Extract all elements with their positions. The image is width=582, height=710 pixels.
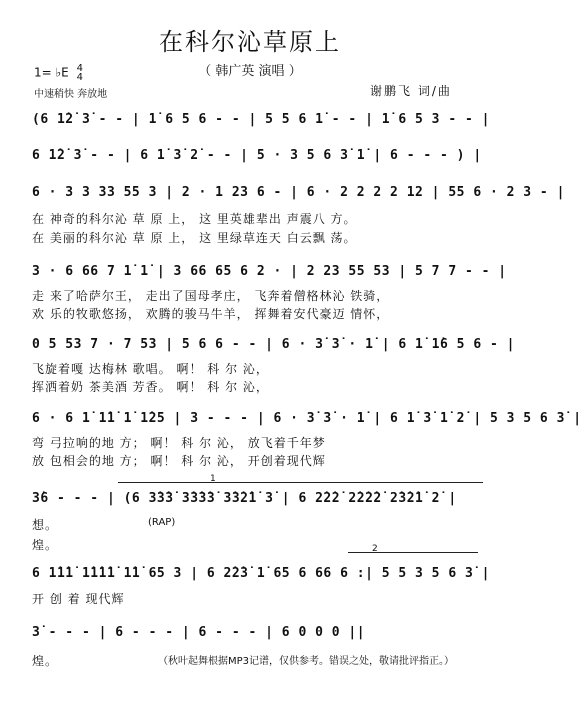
notation-row-1: (6 1̇2̇ 3̇ - - | 1̇ 6 5 6 - - | 5 5 6 1̇ - - | 1̇ 6 5 3 - - | <box>32 112 490 127</box>
notation-row-4: 3 · 6 66 7 1̇ 1̇ | 3 66 65 6 2 · | 2 23 55 53 | 5 7 7 - - | <box>32 264 507 279</box>
volta-1-bracket <box>118 482 483 483</box>
composer-credit: 谢鹏飞 词/曲 <box>370 84 452 98</box>
notation-row-3: 6 · 3 3 33 55 3 | 2 · 1 23 6 - | 6 · 2 2 2 2 12 | 55 6 · 2 3 - | <box>32 185 565 200</box>
lyric-row-7-verse-1: 想。 <box>32 518 59 532</box>
notation-row-8: 6 1̇1̇1̇ 1̇1̇1̇1̇ 1̇1̇ 65 3 | 6 2̇2̇3̇ 1̇ 65 6 66 6 :| 5 5 3 5 6 3̇ | <box>32 566 490 581</box>
key-label: 1= ♭E <box>34 65 69 80</box>
tempo-marking: 中速稍快 奔放地 <box>34 89 108 100</box>
lyric-row-5-verse-2: 挥洒着奶 茶美酒 芳香。 啊！ 科 尔 沁， <box>32 380 269 394</box>
notation-row-2: 6 1̇2̇ 3̇ - - | 6 1̇ 3̇ 2̇ - - | 5 · 3 5 6 3̇ 1̇ | 6 - - - ) | <box>32 148 482 163</box>
time-top: 4 <box>76 63 83 74</box>
lyric-row-4-verse-1: 走 来了哈萨尔王， 走出了国母孝庄， 飞奔着僧格林沁 铁骑， <box>32 289 390 303</box>
notation-row-7: 3̇6 - - - | (6 3̇3̇3̇ 3̇3̇3̇3̇ 3̇3̇2̇1̇ 3̇ | 6 2̇2̇2̇ 2̇2̇2̇2̇ 2̇3̇2̇1̇ 2̇ | <box>32 491 457 506</box>
lyric-row-5-verse-1: 飞旋着嘎 达梅林 歌唱。 啊！ 科 尔 沁， <box>32 362 269 376</box>
volta-1-label: 1 <box>210 474 216 484</box>
lyric-row-7-verse-2: 煌。 <box>32 538 59 552</box>
lyric-row-8: 开 创 着 现代辉 <box>32 592 125 606</box>
transcriber-footnote: （秋叶起舞根据MP3记谱，仅供参考。错误之处，敬请批评指正。） <box>158 656 455 667</box>
time-signature <box>77 64 83 82</box>
volta-2-label: 2 <box>372 544 378 554</box>
singer-credit: （ 韩广英 演唱 ） <box>198 64 302 79</box>
rap-label: (RAP) <box>148 517 176 528</box>
lyric-row-6-verse-2: 放 包相会的地 方； 啊！ 科 尔 沁， 开创着现代辉 <box>32 454 326 468</box>
notation-row-5: 0 5 53 7 · 7 53 | 5 6 6 - - | 6 · 3̇ 3̇ · 1̇ | 6 1̇ 1̇6 5 6 - | <box>32 337 515 352</box>
key-signature <box>34 64 83 82</box>
lyric-row-3-verse-1: 在 神奇的科尔沁 草 原 上， 这 里英雄辈出 声震八 方。 <box>32 212 357 226</box>
time-bottom: 4 <box>76 72 83 83</box>
notation-row-9: 3̇ - - - | 6 - - - | 6 - - - | 6 0 0 0 || <box>32 625 366 640</box>
page-title: 在科尔沁草原上 <box>159 28 341 56</box>
lyric-row-4-verse-2: 欢 乐的牧歌悠扬， 欢腾的骏马牛羊， 挥舞着安代豪迈 情怀， <box>32 307 390 321</box>
lyric-row-6-verse-1: 弯 弓拉响的地 方； 啊！ 科 尔 沁， 放飞着千年梦 <box>32 436 326 450</box>
notation-row-6: 6 · 6 1̇ 1̇1̇ 1̇ 1̇25 | 3 - - - | 6 · 3̇ 3̇ · 1̇ | 6 1̇ 3̇ 1̇ 2̇ | 5 3 5 6 3̇ | <box>32 411 582 426</box>
volta-2-bracket <box>348 552 478 553</box>
lyric-row-9: 煌。 <box>32 654 59 668</box>
lyric-row-3-verse-2: 在 美丽的科尔沁 草 原 上， 这 里绿草连天 白云飘 荡。 <box>32 231 357 245</box>
